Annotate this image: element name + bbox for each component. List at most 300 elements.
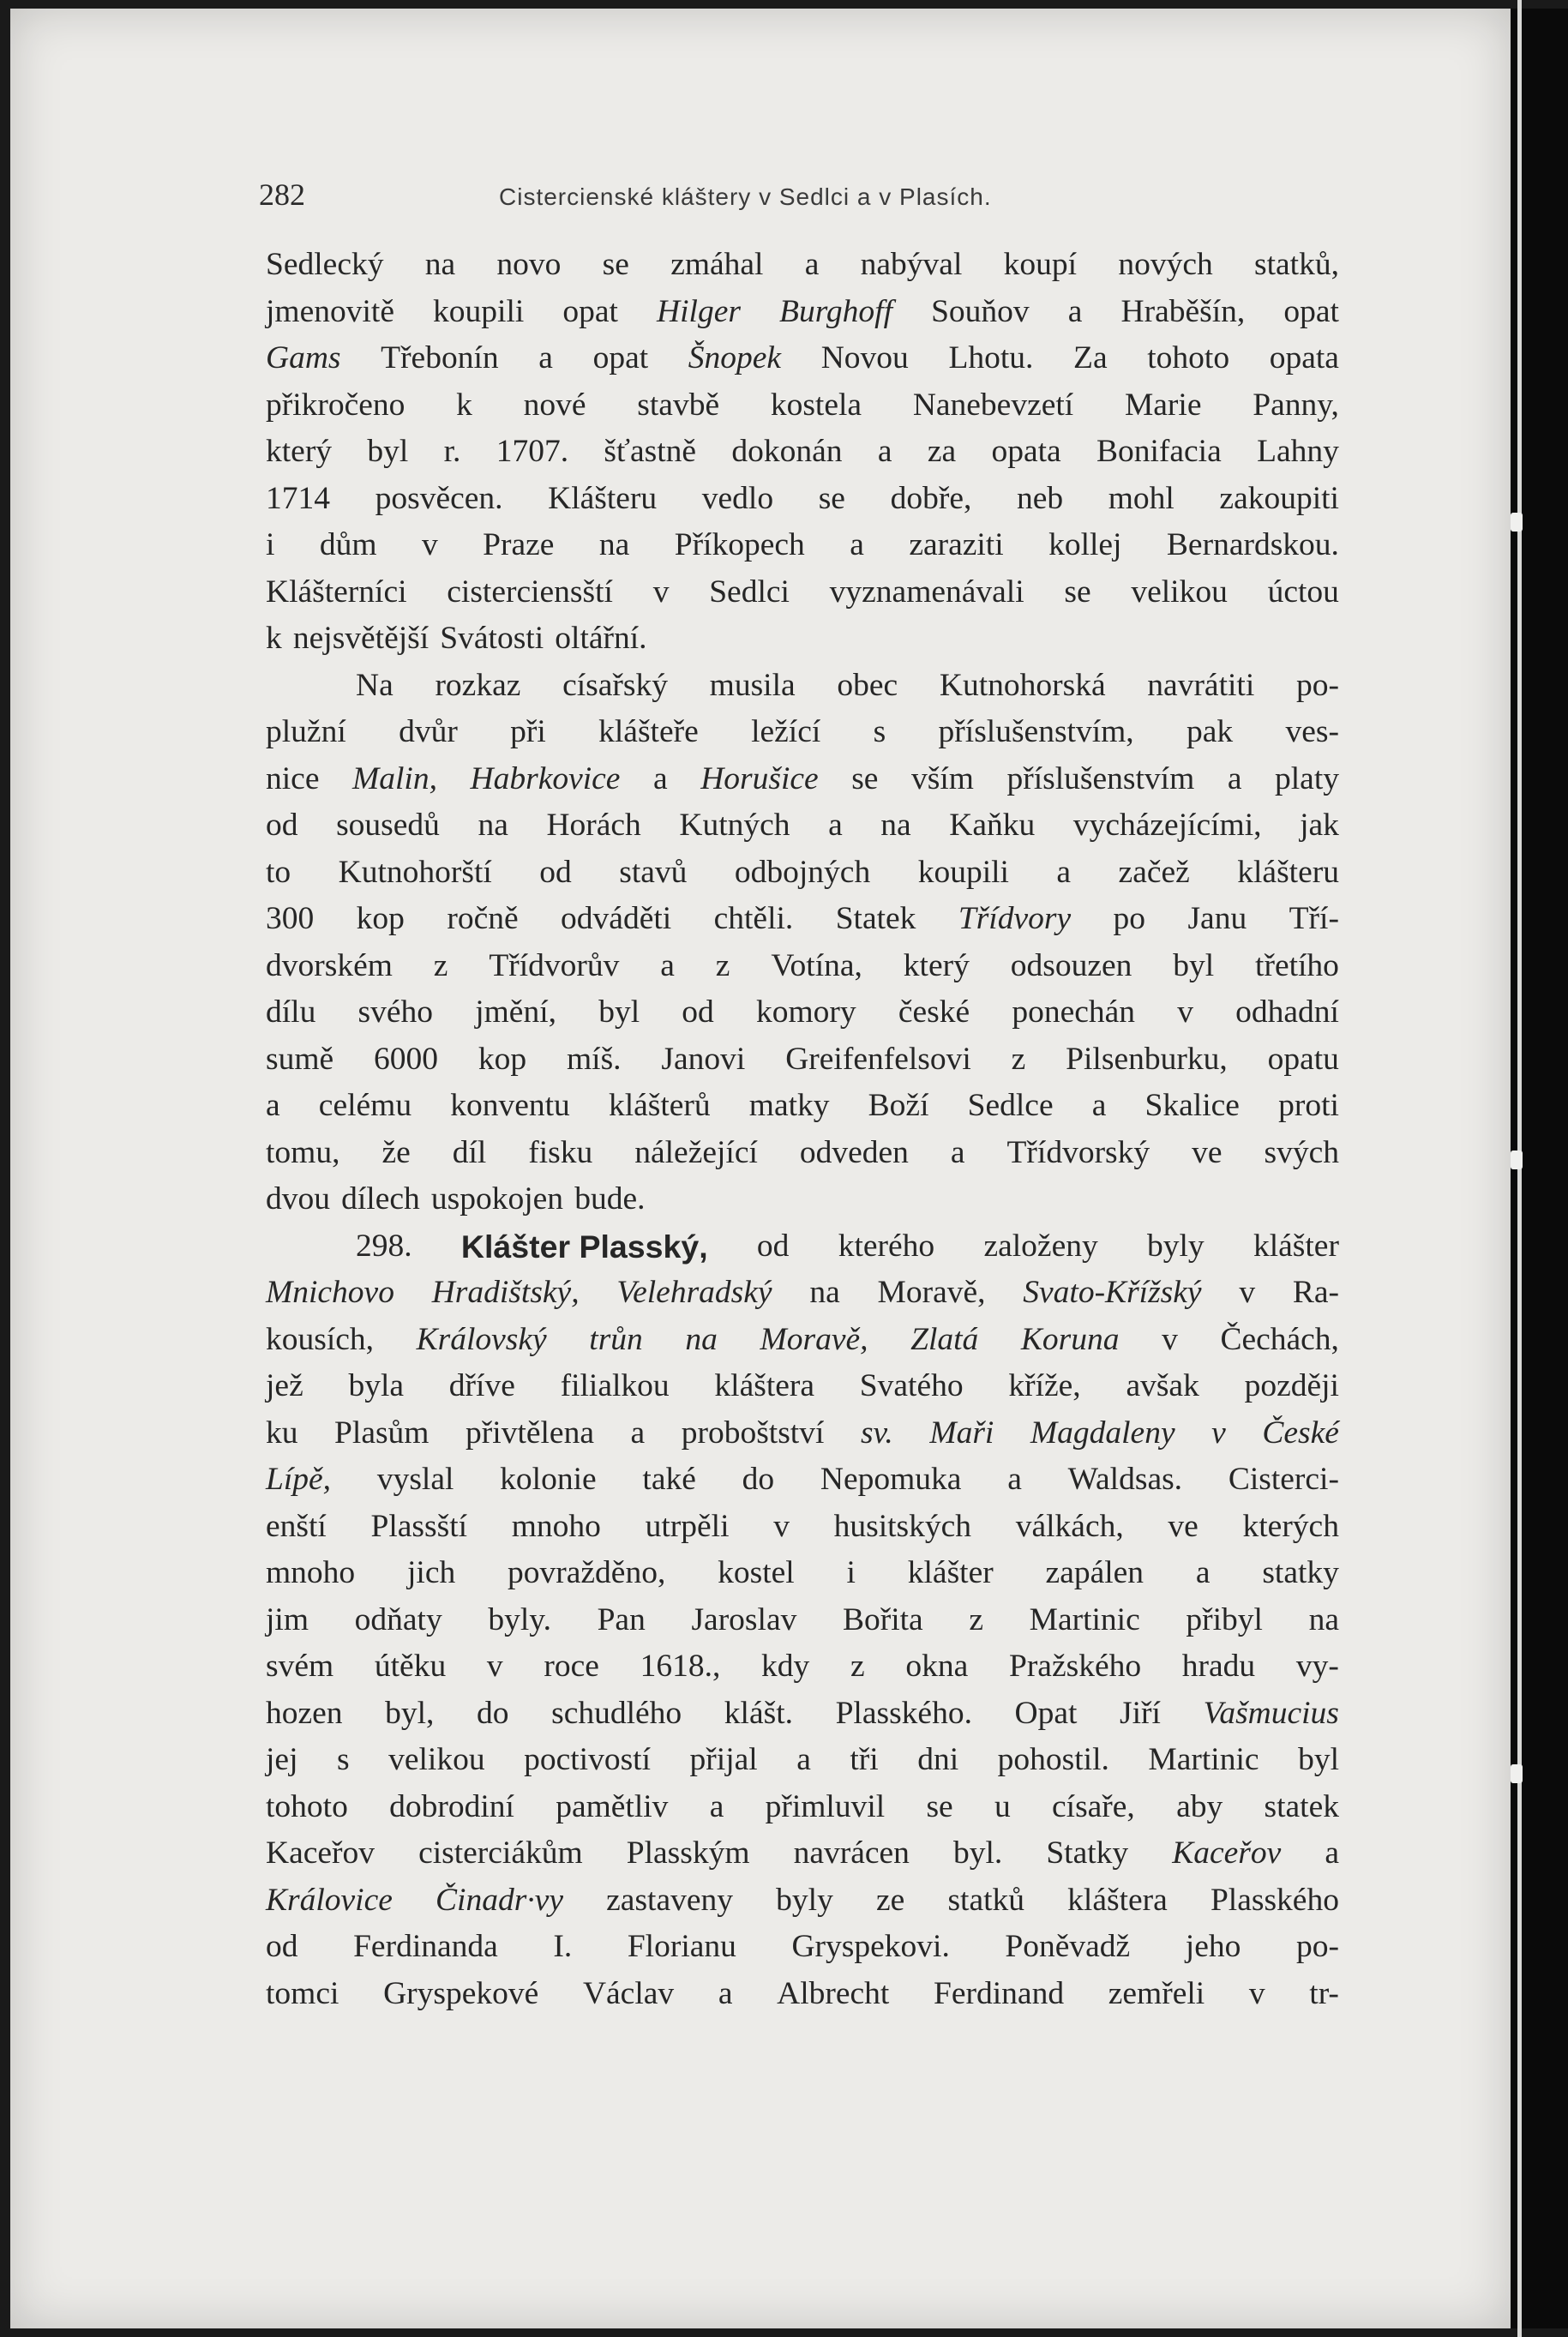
word: matky — [748, 1088, 830, 1123]
word: a — [652, 760, 668, 796]
word: kterých — [1242, 1508, 1339, 1544]
word: Skalice — [1144, 1088, 1240, 1123]
text-line — [266, 663, 1339, 710]
word: byly. — [488, 1601, 551, 1637]
text-line — [266, 289, 1339, 336]
word: dobře, — [890, 480, 972, 516]
word: odňaty — [354, 1601, 442, 1637]
word: filialkou — [560, 1368, 670, 1403]
word: klášterů — [608, 1088, 711, 1123]
word: se — [602, 247, 629, 282]
word: a — [660, 947, 675, 983]
word: povražděno, — [508, 1555, 666, 1590]
word: vyznamenávali — [829, 574, 1024, 610]
word: navrátiti — [1147, 667, 1255, 703]
word: a — [718, 1975, 733, 2011]
word: válkách, — [1015, 1508, 1124, 1544]
word: mnoho — [266, 1555, 356, 1590]
word: Martinic — [1148, 1742, 1259, 1777]
word: Velehradský — [616, 1275, 772, 1310]
word: a — [796, 1742, 811, 1777]
word: Svato-Křížský — [1023, 1275, 1202, 1310]
word: a — [1067, 293, 1083, 329]
word: Plassští — [370, 1508, 468, 1544]
word: koupili — [917, 854, 1009, 890]
text-line — [266, 242, 1339, 289]
word: a — [266, 1088, 280, 1123]
word: cisterciensští — [447, 574, 613, 610]
word: 6000 — [374, 1041, 439, 1077]
word: posvěcen. — [375, 480, 503, 516]
word: Ferdinand — [934, 1975, 1065, 2011]
word: Sedlci — [709, 574, 790, 610]
word: odveden — [799, 1134, 909, 1170]
word: Kutnohorská — [939, 667, 1106, 703]
word: opata — [1269, 340, 1339, 375]
word: opata — [991, 434, 1061, 469]
word: byl — [367, 434, 409, 469]
word: začež — [1118, 854, 1190, 890]
word: tomci — [266, 1975, 339, 2011]
word: dílech — [341, 1181, 420, 1217]
word: fisku — [528, 1134, 593, 1170]
word: nabýval — [860, 247, 963, 282]
word: Kaceřov — [266, 1835, 375, 1871]
text-line — [266, 896, 1339, 943]
word: tři — [850, 1742, 879, 1777]
word: odváděti — [561, 901, 672, 936]
word: šťastně — [604, 434, 697, 469]
word: který — [903, 947, 970, 983]
word: zaraziti — [909, 527, 1004, 562]
edge-mark — [1511, 1764, 1523, 1783]
word: míš. — [567, 1041, 622, 1077]
word: Statek — [835, 901, 916, 936]
word: Lhotu. — [948, 340, 1034, 375]
text-line — [266, 1270, 1339, 1317]
word: jim — [266, 1601, 309, 1637]
word: jej — [266, 1742, 298, 1777]
word: celému — [318, 1088, 412, 1123]
word: v — [773, 1508, 790, 1544]
word: klášt. — [724, 1695, 793, 1731]
word: Bernardskou. — [1166, 527, 1339, 562]
word: Kutnohorští — [338, 854, 492, 890]
word: klášteře — [598, 714, 699, 749]
word: Královský — [416, 1321, 547, 1357]
word: byl — [598, 994, 640, 1030]
word: v — [652, 574, 670, 610]
word: tohoto — [1147, 340, 1230, 375]
word: po- — [1295, 667, 1339, 703]
word: kop — [356, 901, 405, 936]
word: Hradištský, — [431, 1275, 580, 1310]
word: Vašmucius — [1203, 1695, 1339, 1731]
text-line — [266, 1223, 1339, 1271]
word: Lípě, — [266, 1462, 332, 1497]
word: Třídvorský — [1006, 1134, 1150, 1170]
word: bude. — [574, 1181, 646, 1217]
word: přikročeno — [266, 387, 406, 423]
word: s — [873, 714, 886, 749]
word: jak — [1300, 808, 1339, 843]
word: svého — [357, 994, 434, 1030]
word: zemřeli — [1108, 1975, 1205, 2011]
word: novo — [496, 247, 562, 282]
word: jich — [406, 1555, 456, 1590]
word: dům — [319, 527, 377, 562]
word: od — [266, 1929, 298, 1964]
text-line — [266, 1737, 1339, 1784]
word: Třídvory — [958, 901, 1072, 936]
word: proti — [1278, 1088, 1339, 1123]
word: ves- — [1285, 714, 1339, 749]
word: Magdaleny — [1030, 1415, 1175, 1451]
word: Pilsenburku, — [1066, 1041, 1228, 1077]
word: Královice — [266, 1882, 393, 1918]
word: tohoto — [266, 1788, 348, 1824]
word: Lahny — [1257, 434, 1339, 469]
text-line — [266, 616, 1339, 663]
word: Gryspekovi. — [791, 1929, 950, 1964]
word: v — [1177, 994, 1193, 1030]
word: I. — [553, 1929, 573, 1964]
text-line — [266, 1643, 1339, 1691]
word: 298. — [356, 1228, 412, 1264]
word: Malin, — [352, 760, 437, 796]
word: Kaňku — [949, 808, 1036, 843]
word: Tří- — [1289, 901, 1339, 936]
text-line — [266, 1504, 1339, 1551]
word: Boží — [868, 1088, 929, 1123]
word: to — [266, 854, 291, 890]
word: Šnopek — [688, 340, 782, 375]
word: Václav — [582, 1975, 675, 2011]
body-text — [266, 242, 1339, 2017]
word: z — [715, 947, 730, 983]
word: Greifenfelsovi — [785, 1041, 971, 1077]
text-line — [266, 1924, 1339, 1971]
word: přimluvil — [765, 1788, 886, 1824]
word: plužní — [266, 714, 346, 749]
word: Kaceřov — [1172, 1835, 1282, 1871]
word: Habrkovice — [470, 760, 621, 796]
word: zastaveny — [606, 1882, 733, 1918]
text-line — [266, 709, 1339, 756]
word: klášteru — [1237, 854, 1339, 890]
text-line — [266, 1176, 1339, 1223]
word: statků — [947, 1882, 1025, 1918]
word: statků, — [1254, 247, 1339, 282]
text-line — [266, 989, 1339, 1036]
word: kdy — [761, 1649, 810, 1684]
word: obec — [837, 667, 898, 703]
word: příslušenstvím, — [938, 714, 1134, 749]
word: Třebonín — [381, 340, 499, 375]
word: dobrodiní — [389, 1788, 514, 1824]
word: z — [969, 1601, 983, 1637]
word: neb — [1016, 480, 1064, 516]
word: byl. — [952, 1835, 1003, 1871]
text-line — [266, 569, 1339, 616]
word: odsouzen — [1010, 947, 1132, 983]
word: poctivostí — [524, 1742, 652, 1777]
word: Opat — [1014, 1695, 1078, 1731]
word: opat — [592, 340, 649, 375]
text-line — [266, 1083, 1339, 1130]
word: dvůr — [399, 714, 458, 749]
word: Albrecht — [777, 1975, 890, 2011]
word: dříve — [448, 1368, 515, 1403]
word: klášter — [907, 1555, 994, 1590]
word: nových — [1118, 247, 1213, 282]
word: kollej — [1048, 527, 1122, 562]
word: Burghoff — [779, 293, 892, 329]
word: Jiří — [1120, 1695, 1161, 1731]
text-line — [266, 476, 1339, 523]
text-line — [266, 1363, 1339, 1410]
word: Bonifacia — [1096, 434, 1222, 469]
word: odbojných — [734, 854, 871, 890]
word: roce — [544, 1649, 599, 1684]
word: enští — [266, 1508, 327, 1544]
word: Ra- — [1292, 1275, 1339, 1310]
word: ročně — [447, 901, 519, 936]
word: v — [421, 527, 438, 562]
word: v — [1211, 1415, 1226, 1451]
word: se — [851, 760, 879, 796]
word: 1714 — [266, 480, 330, 516]
word: sousedů — [336, 808, 440, 843]
word: hradu — [1181, 1649, 1256, 1684]
word: svých — [1264, 1134, 1339, 1170]
word: na — [809, 1275, 840, 1310]
word: přijal — [689, 1742, 758, 1777]
word: Hilger — [657, 293, 741, 329]
text-line — [266, 850, 1339, 897]
word: Klášterníci — [266, 574, 407, 610]
word: Třídvorův — [489, 947, 620, 983]
word: Janu — [1187, 901, 1247, 936]
word: který — [266, 434, 333, 469]
word: husitských — [833, 1508, 972, 1544]
word: jež — [266, 1368, 303, 1403]
word: konventu — [450, 1088, 570, 1123]
word: Plasům — [334, 1415, 430, 1451]
word: Plasského — [1210, 1882, 1339, 1918]
word: z — [1011, 1041, 1026, 1077]
word: Poněvadž — [1005, 1929, 1131, 1964]
text-line — [266, 1550, 1339, 1597]
word: oltářní. — [555, 621, 647, 656]
word: trůn — [589, 1321, 643, 1357]
word: Zlatá — [910, 1321, 979, 1357]
word: ku — [266, 1415, 298, 1451]
word: opat — [562, 293, 618, 329]
word: Moravě, — [760, 1321, 868, 1357]
word: Panny, — [1253, 387, 1339, 423]
word: na — [685, 1321, 718, 1357]
word: 300 — [266, 901, 315, 936]
text-line — [266, 756, 1339, 803]
word: Příkopech — [674, 527, 805, 562]
word: od — [682, 994, 714, 1030]
word: Jaroslav — [691, 1601, 797, 1637]
page-number: 282 — [259, 177, 305, 212]
word: dvorském — [266, 947, 393, 983]
word: Nanebevzetí — [912, 387, 1074, 423]
word: a — [828, 808, 843, 843]
running-title: Cistercienské kláštery v Sedlci a v Plasích. — [499, 183, 992, 210]
word: Moravě, — [877, 1275, 986, 1310]
word: pohostil. — [997, 1742, 1109, 1777]
word: byl — [1173, 947, 1215, 983]
word: Klášteru — [548, 480, 658, 516]
word: Svátosti — [440, 621, 544, 656]
text-line — [266, 1784, 1339, 1831]
word: císaře, — [1052, 1788, 1135, 1824]
text-line — [266, 1877, 1339, 1925]
word: ve — [1168, 1508, 1199, 1544]
word: Marie — [1124, 387, 1202, 423]
word: Svatého — [859, 1368, 964, 1403]
word: od — [266, 808, 298, 843]
word: třetího — [1255, 947, 1339, 983]
word: a — [1325, 1835, 1339, 1871]
word: Sedlce — [967, 1088, 1054, 1123]
word: Florianu — [627, 1929, 736, 1964]
word: ležící — [751, 714, 821, 749]
word: kláštera — [1067, 1882, 1168, 1918]
word: velikou — [1131, 574, 1228, 610]
word: na — [1308, 1601, 1339, 1637]
word: Plasským — [626, 1835, 750, 1871]
word: v — [486, 1649, 503, 1684]
word: byly — [1147, 1228, 1205, 1264]
word: i — [266, 527, 275, 562]
text-line — [266, 1130, 1339, 1177]
word: na — [424, 247, 456, 282]
word: dílu — [266, 994, 316, 1030]
word: kříže, — [1008, 1368, 1081, 1403]
word: Martinic — [1029, 1601, 1140, 1637]
word: Cisterci- — [1228, 1462, 1339, 1497]
word: v — [1239, 1275, 1256, 1310]
word: na — [478, 808, 508, 843]
word: ze — [875, 1882, 905, 1918]
word: za — [927, 434, 957, 469]
word: pak — [1187, 714, 1234, 749]
word: komory — [755, 994, 856, 1030]
word: musila — [709, 667, 796, 703]
word: po — [1113, 901, 1146, 936]
word: platy — [1275, 760, 1339, 796]
word: ve — [1192, 1134, 1223, 1170]
word: na — [880, 808, 911, 843]
word: Čechách, — [1220, 1321, 1339, 1357]
text-line — [266, 1691, 1339, 1738]
word: zapálen — [1045, 1555, 1144, 1590]
word: dokonán — [731, 434, 843, 469]
word: utrpěli — [645, 1508, 730, 1544]
word: vy- — [1295, 1649, 1339, 1684]
word: z — [433, 947, 448, 983]
word: kostel — [718, 1555, 795, 1590]
word: Horušice — [700, 760, 819, 796]
word: Novou — [820, 340, 909, 375]
word: a — [1227, 760, 1242, 796]
word: České — [1262, 1415, 1339, 1451]
word: Koruna — [1020, 1321, 1120, 1357]
text-line — [266, 943, 1339, 990]
word: a — [538, 340, 553, 375]
word: díl — [452, 1134, 487, 1170]
word: císařský — [562, 667, 668, 703]
word: pamětliv — [556, 1788, 669, 1824]
section-heading: Klášter Plasský, — [460, 1228, 708, 1265]
word: kostela — [770, 387, 862, 423]
word: byla — [348, 1368, 405, 1403]
word: mnoho — [511, 1508, 601, 1544]
word: schudlého — [551, 1695, 682, 1731]
word: kláštera — [714, 1368, 815, 1403]
word: a — [950, 1134, 965, 1170]
page-header — [259, 177, 1348, 213]
word: byl, — [385, 1695, 435, 1731]
word: opat — [1283, 293, 1339, 329]
word: se — [1064, 574, 1091, 610]
word: Pan — [597, 1601, 646, 1637]
word: Hraběšín, — [1120, 293, 1246, 329]
word: a — [709, 1788, 724, 1824]
text-line — [266, 335, 1339, 382]
word: navrácen — [793, 1835, 910, 1871]
word: Praze — [483, 527, 555, 562]
word: vycházejícími, — [1072, 808, 1262, 843]
word: úctou — [1267, 574, 1339, 610]
word: chtěli. — [713, 901, 794, 936]
word: cisterciákům — [418, 1835, 583, 1871]
word: koupili — [433, 293, 525, 329]
word: také — [642, 1462, 696, 1497]
word: jeho — [1185, 1929, 1241, 1964]
word: stavů — [619, 854, 688, 890]
word: vším — [911, 760, 974, 796]
word: a — [1007, 1462, 1022, 1497]
word: Za — [1073, 340, 1108, 375]
book-page — [10, 9, 1511, 2328]
word: Souňov — [931, 293, 1030, 329]
word: u — [994, 1788, 1011, 1824]
word: útěku — [374, 1649, 447, 1684]
word: Ferdinanda — [353, 1929, 498, 1964]
word: Janovi — [661, 1041, 746, 1077]
word: Na — [356, 667, 394, 703]
word: okna — [905, 1649, 969, 1684]
word: s — [337, 1742, 350, 1777]
word: Sedlecký — [266, 247, 384, 282]
word: dni — [917, 1742, 959, 1777]
word: jmenovitě — [266, 293, 394, 329]
word: od — [756, 1228, 790, 1264]
word: založeny — [983, 1228, 1098, 1264]
word: tr- — [1309, 1975, 1339, 2011]
text-line — [266, 1317, 1339, 1364]
word: a — [1195, 1555, 1211, 1590]
word: statky — [1262, 1555, 1339, 1590]
word: nice — [266, 760, 320, 796]
text-line — [266, 1597, 1339, 1644]
